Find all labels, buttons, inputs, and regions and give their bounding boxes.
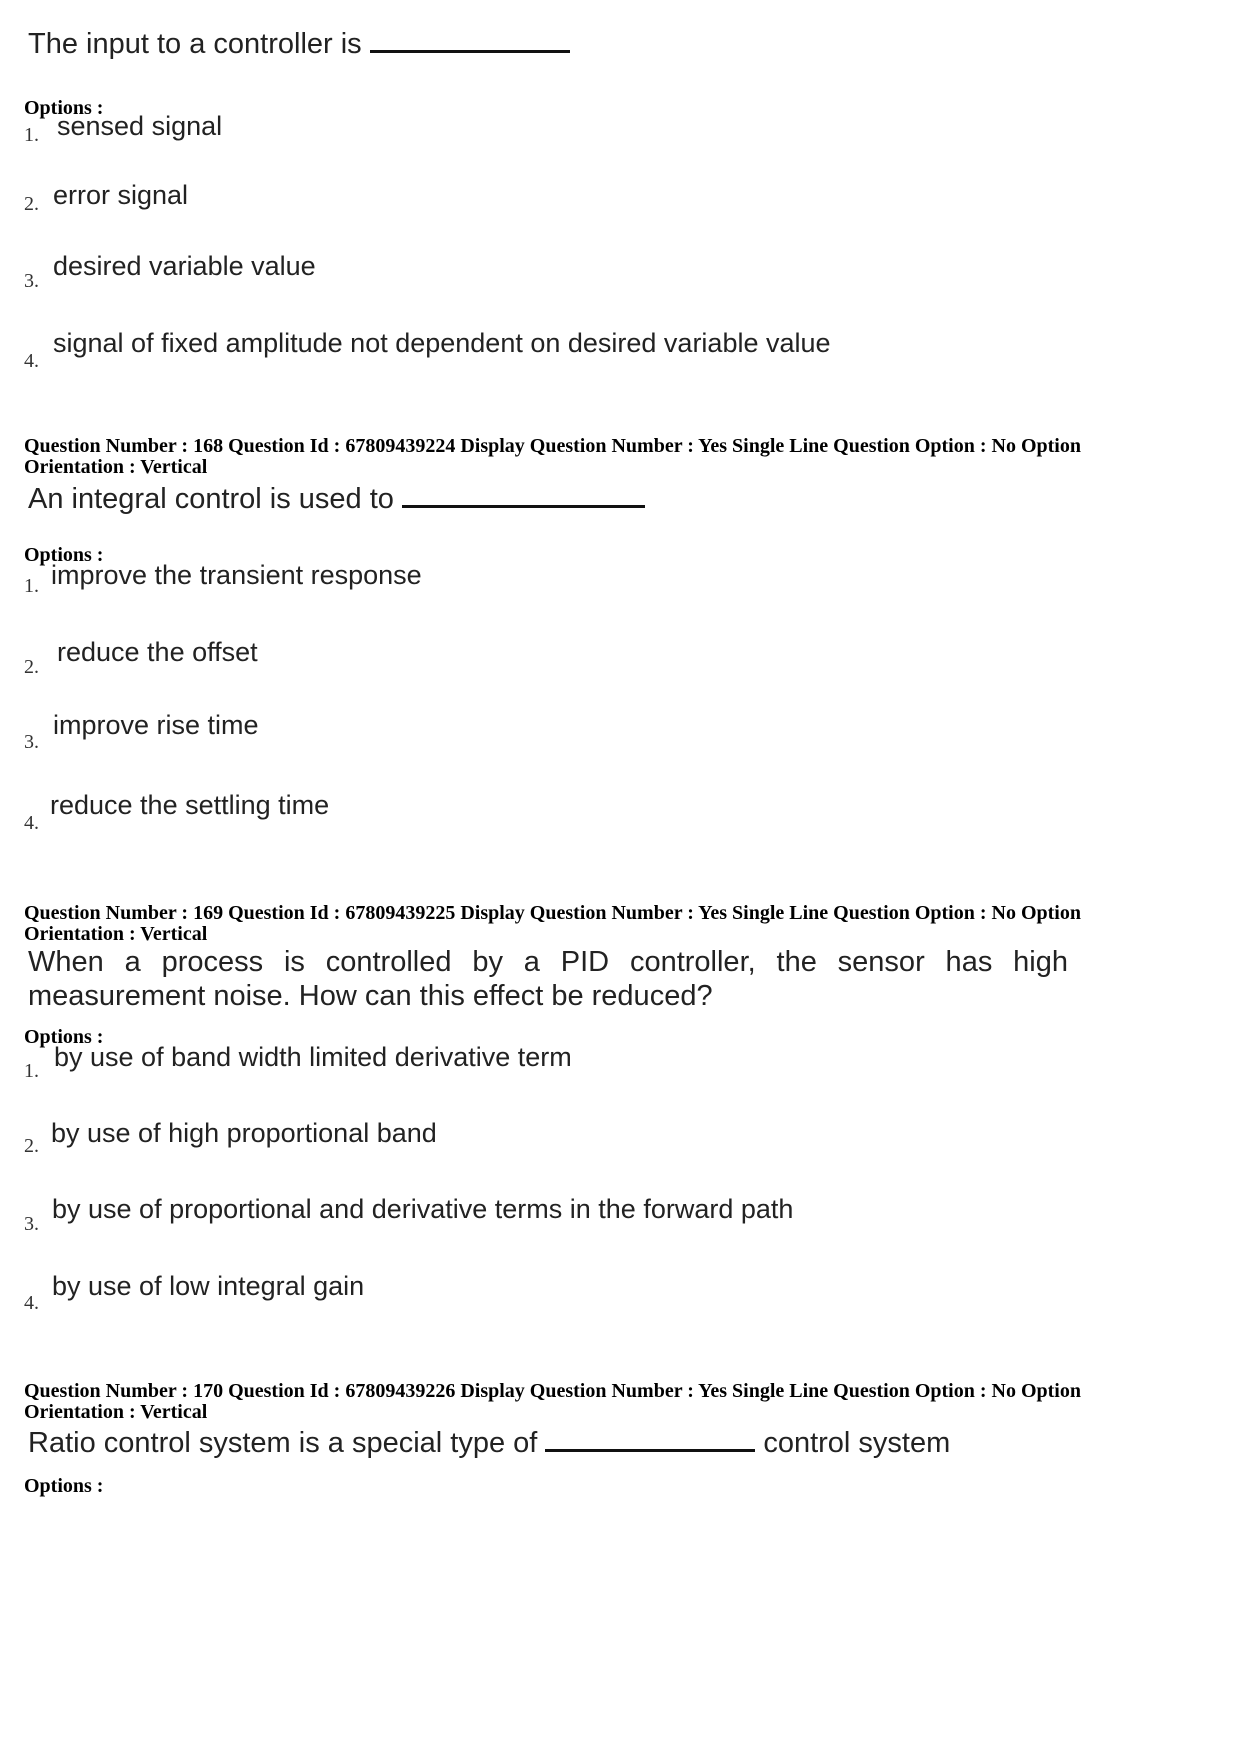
option-number: 3. (24, 1213, 39, 1235)
option-number: 2. (24, 193, 39, 215)
question-170-meta: Question Number : 170 Question Id : 67809439226 Display Question Number : Yes Single Line Question Option : No Option Orientation : Vertical (24, 1380, 1081, 1423)
question-170-stem-before: Ratio control system is a special type of (28, 1427, 538, 1459)
question-167-stem: The input to a controller is (28, 28, 362, 60)
option-number: 1. (24, 124, 39, 146)
option-text: reduce the offset (57, 637, 258, 667)
answer-blank (370, 28, 570, 53)
option-text: by use of high proportional band (51, 1118, 437, 1148)
option-number: 2. (24, 656, 39, 678)
option-text: desired variable value (53, 251, 316, 281)
option-number: 1. (24, 575, 39, 597)
question-168-options-label: Options : (24, 544, 104, 566)
option-text: sensed signal (57, 111, 223, 141)
question-170-text (28, 1427, 950, 1460)
option-number: 4. (24, 812, 39, 834)
option-text: reduce the settling time (50, 790, 330, 820)
answer-blank (402, 483, 645, 508)
answer-blank (545, 1427, 755, 1452)
option-number: 2. (24, 1135, 39, 1157)
option-number: 4. (24, 350, 39, 372)
question-170-stem-after: control system (763, 1427, 951, 1459)
option-number: 1. (24, 1060, 39, 1082)
question-168-meta: Question Number : 168 Question Id : 67809439224 Display Question Number : Yes Single Line Question Option : No Option Orientation : Vertical (24, 435, 1081, 478)
question-169-meta: Question Number : 169 Question Id : 67809439225 Display Question Number : Yes Single Line Question Option : No Option Orientation : Vertical (24, 902, 1081, 945)
question-169-text: When a process is controlled by a PID controller, the sensor has high measurement noise. How can this effect be reduced? (28, 946, 1068, 1012)
question-169-options-label: Options : (24, 1026, 104, 1048)
option-text: improve rise time (53, 710, 259, 740)
question-167-options-label: Options : (24, 97, 104, 119)
option-text: by use of proportional and derivative terms in the forward path (52, 1194, 794, 1224)
option-text: error signal (53, 180, 189, 210)
option-text: by use of low integral gain (52, 1271, 365, 1301)
question-170-options-label: Options : (24, 1475, 104, 1497)
option-number: 4. (24, 1292, 39, 1314)
question-168-stem: An integral control is used to (28, 483, 394, 515)
option-text: signal of fixed amplitude not dependent on desired variable value (53, 328, 831, 358)
option-number: 3. (24, 270, 39, 292)
option-text: by use of band width limited derivative term (54, 1042, 572, 1072)
option-number: 3. (24, 731, 39, 753)
question-168-text (28, 483, 645, 516)
option-text: improve the transient response (51, 560, 422, 590)
question-167-text (28, 28, 570, 61)
